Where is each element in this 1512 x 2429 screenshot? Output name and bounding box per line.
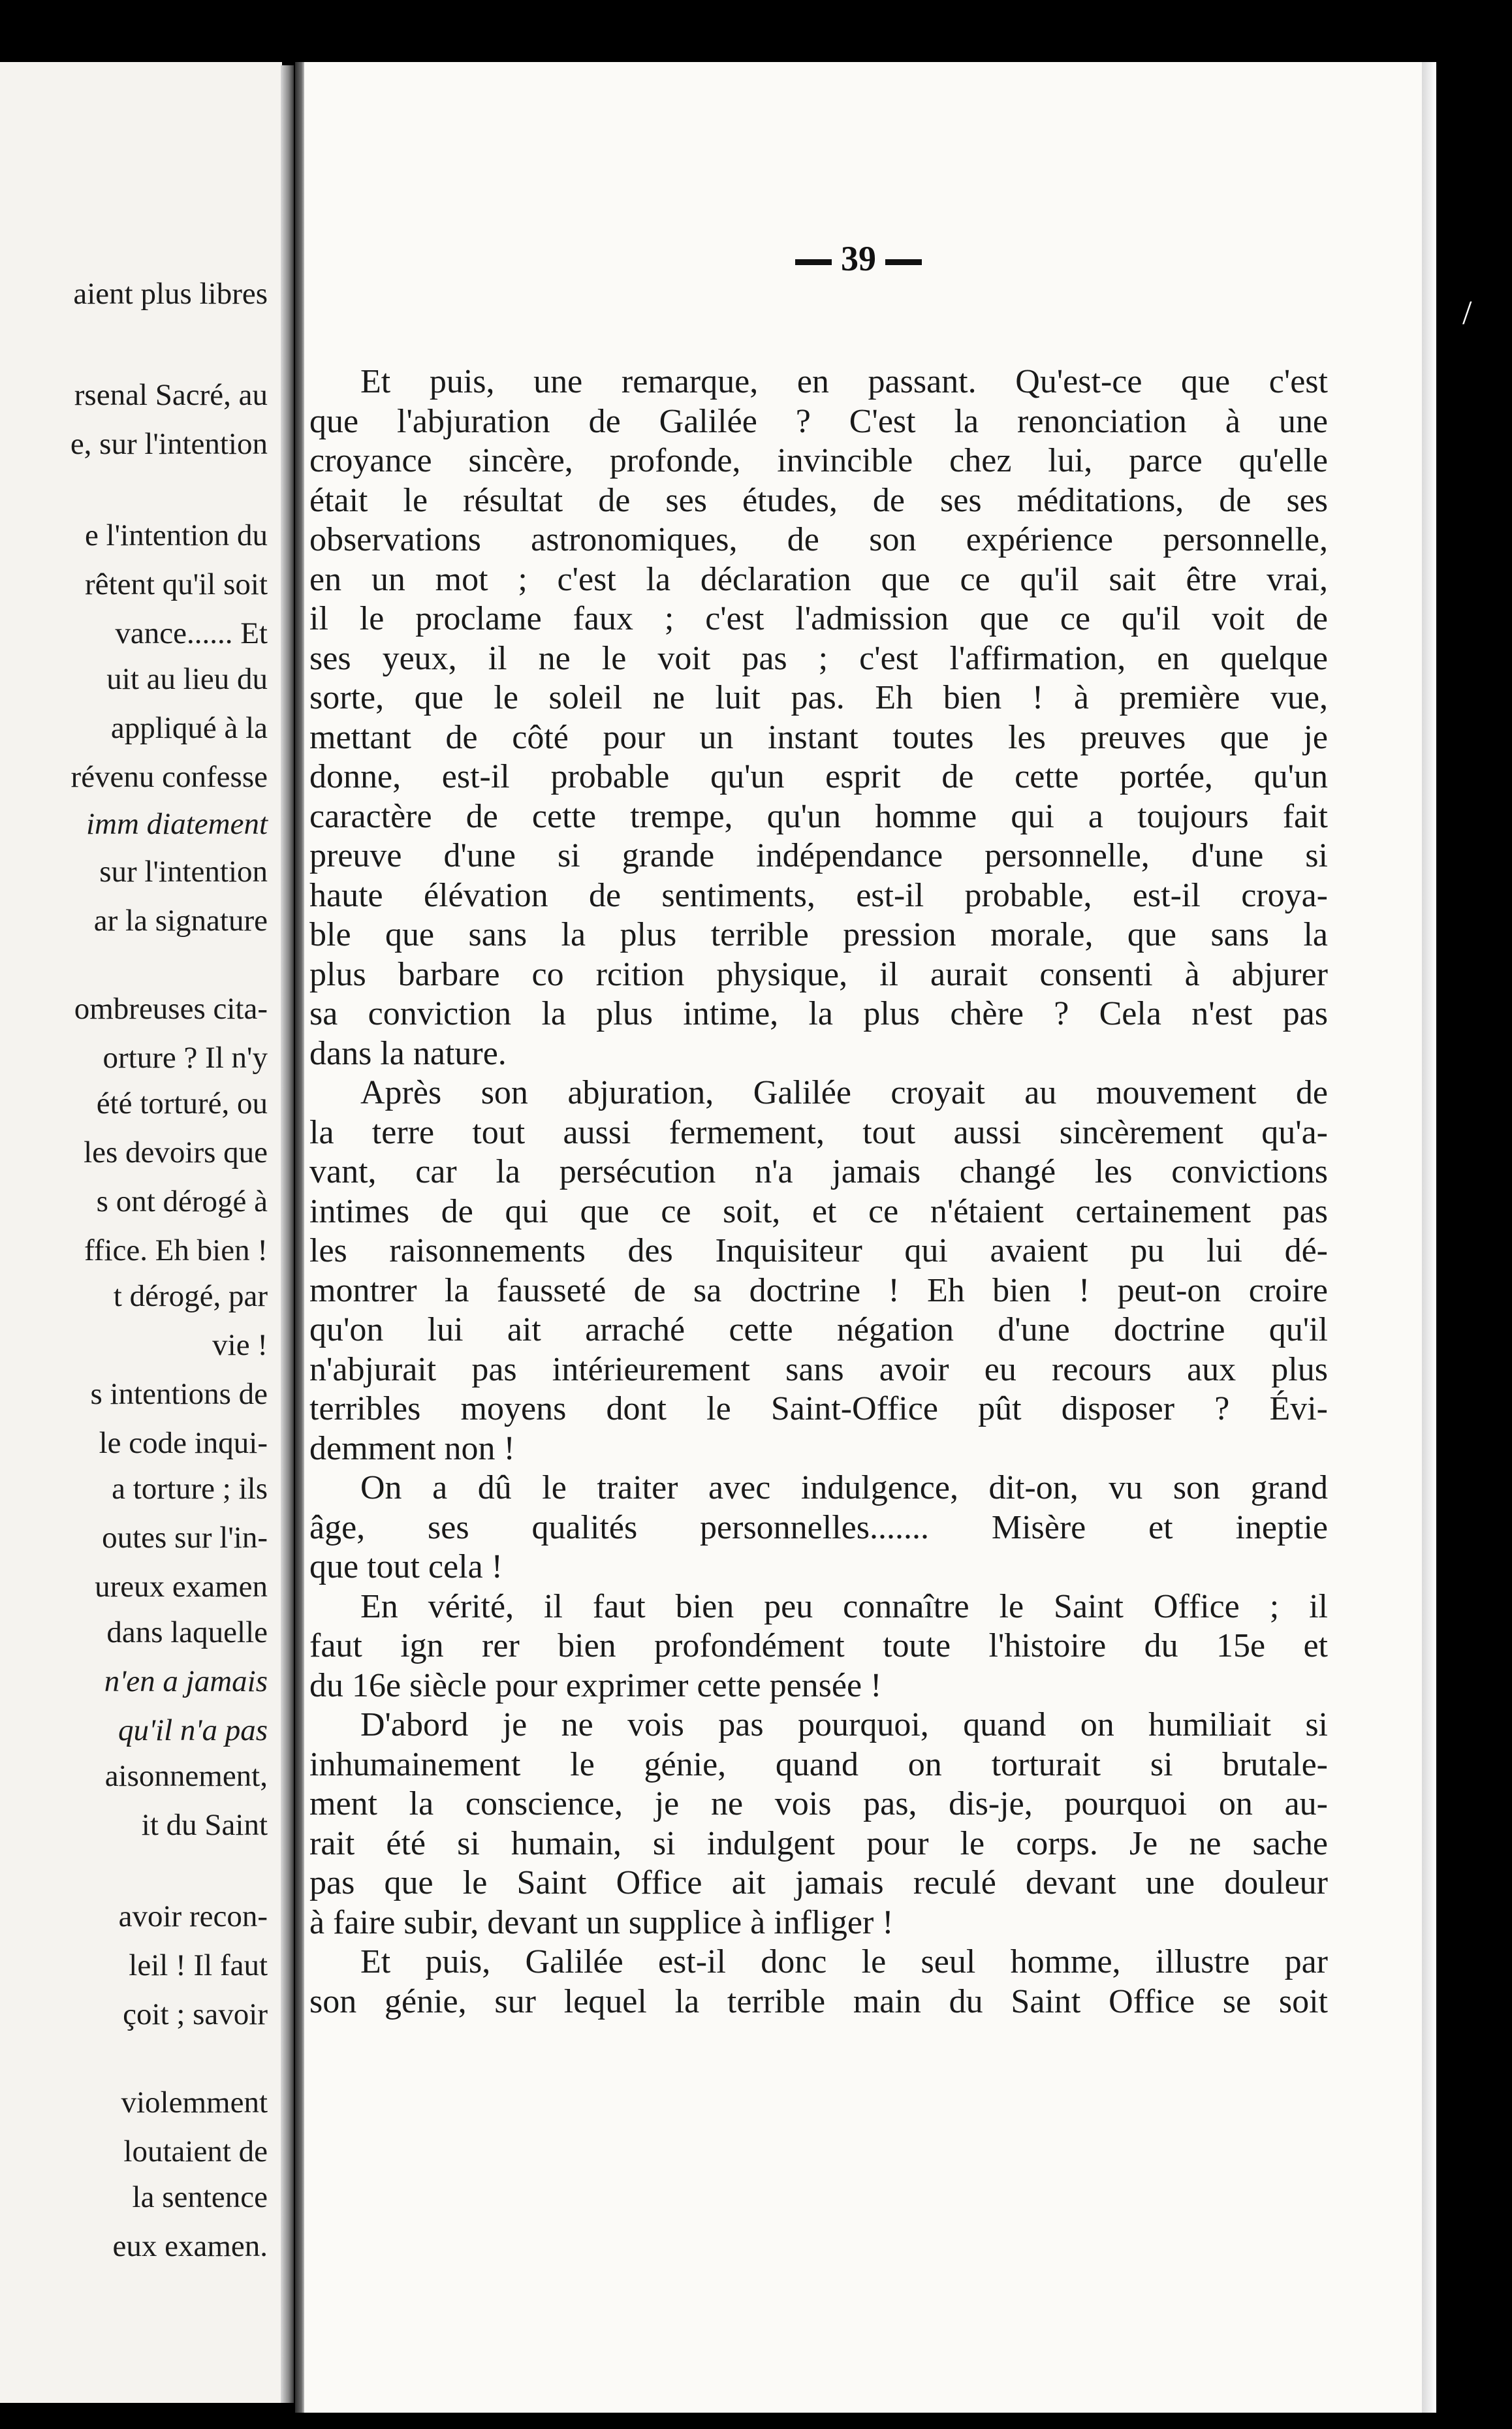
left-page-line: çoit ; savoir (123, 1997, 268, 2031)
left-page-line: révenu confesse (71, 760, 268, 794)
left-page-line: dans laquelle (106, 1615, 268, 1649)
left-page-line: uit au lieu du (106, 662, 268, 696)
text-line: croyance sincère, profonde, invincible chez lui, parce qu'elle (309, 442, 1328, 479)
page-number-dash-right (885, 259, 922, 265)
text-line: montrer la fausseté de sa doctrine ! Eh bien ! peut-on croire (309, 1271, 1328, 1309)
left-page-line: appliqué à la (110, 711, 268, 745)
left-page-line: eux examen. (112, 2229, 268, 2263)
left-page-line: aisonnement, (104, 1759, 268, 1793)
text-line: preuve d'une si grande indépendance personnelle, d'une si (309, 837, 1328, 874)
left-page-line: qu'il n'a pas (118, 1713, 268, 1747)
text-line: Et puis, une remarque, en passant. Qu'est-ce que c'est (360, 363, 1328, 400)
left-page-line: avoir recon- (118, 1899, 268, 1933)
page-number-dash-left (795, 259, 832, 265)
text-line: mettant de côté pour un instant toutes les preuves que je (309, 718, 1328, 756)
right-page (295, 62, 1422, 2413)
left-page-line: ar la signature (93, 904, 268, 938)
left-page-line: it du Saint (141, 1808, 268, 1842)
text-line: En vérité, il faut bien peu connaître le Saint Office ; il (360, 1587, 1328, 1625)
left-page-line: s ont dérogé à (96, 1184, 268, 1218)
left-page-line: ffice. Eh bien ! (84, 1233, 268, 1267)
text-line: il le proclame faux ; c'est l'admission que ce qu'il voit de (309, 600, 1328, 637)
left-page-line: vance...... Et (115, 616, 268, 650)
left-page-line: e l'intention du (85, 518, 268, 552)
text-line: Et puis, Galilée est-il donc le seul homme, illustre par (360, 1943, 1328, 1980)
text-line: dans la nature. (309, 1034, 507, 1072)
left-page-line: rsenal Sacré, au (74, 378, 268, 412)
text-line: la terre tout aussi fermement, tout aussi sincèrement qu'a- (309, 1113, 1328, 1151)
text-line: rait été si humain, si indulgent pour le corps. Je ne sache (309, 1824, 1328, 1862)
text-line: demment non ! (309, 1429, 515, 1467)
page-number-value: 39 (841, 239, 876, 278)
left-page-line: sur l'intention (99, 855, 268, 889)
left-page-line: aient plus libres (73, 277, 268, 311)
text-line: son génie, sur lequel la terrible main du Saint Office se soit (309, 1982, 1328, 2020)
book-gutter (281, 65, 294, 2403)
text-line: qu'on lui ait arraché cette négation d'une doctrine qu'il (309, 1311, 1328, 1348)
text-line: sorte, que le soleil ne luit pas. Eh bien ! à première vue, (309, 679, 1328, 716)
left-page-line: la sentence (132, 2180, 268, 2214)
text-line: On a dû le traiter avec indulgence, dit-on, vu son grand (360, 1469, 1328, 1506)
left-page-line: orture ? Il n'y (102, 1041, 268, 1075)
text-line: haute élévation de sentiments, est-il probable, est-il croya- (309, 876, 1328, 914)
text-line: en un mot ; c'est la déclaration que ce qu'il sait être vrai, (309, 560, 1328, 598)
left-page-line: été torturé, ou (96, 1087, 268, 1120)
body-text (309, 362, 1328, 2022)
left-page-line: le code inqui- (99, 1426, 268, 1460)
left-page-line: leil ! Il faut (129, 1948, 268, 1982)
left-page-line: t dérogé, par (113, 1279, 268, 1313)
left-page-line: outes sur l'in- (102, 1521, 268, 1555)
text-line: caractère de cette trempe, qu'un homme qui a toujours fait (309, 797, 1328, 835)
text-line: donne, est-il probable qu'un esprit de cette portée, qu'un (309, 758, 1328, 795)
text-line: sa conviction la plus intime, la plus chère ? Cela n'est pas (309, 995, 1328, 1032)
text-line: du 16e siècle pour exprimer cette pensée ! (309, 1666, 882, 1704)
left-page-line: e, sur l'intention (70, 427, 268, 461)
left-page-line: violemment (121, 2086, 268, 2119)
text-line: ment la conscience, je ne vois pas, dis-je, pourquoi on au- (309, 1785, 1328, 1822)
text-line: âge, ses qualités personnelles....... Misère et ineptie (309, 1508, 1328, 1546)
text-line: plus barbare co rcition physique, il aurait consenti à abjurer (309, 955, 1328, 993)
text-line: observations astronomiques, de son expérience personnelle, (309, 521, 1328, 558)
margin-mark: / (1462, 294, 1472, 332)
text-line: D'abord je ne vois pas pourquoi, quand on humiliait si (360, 1706, 1328, 1743)
text-line: ses yeux, il ne le voit pas ; c'est l'affirmation, en quelque (309, 639, 1328, 677)
text-line: inhumainement le génie, quand on torturait si brutale- (309, 1745, 1328, 1783)
text-line: pas que le Saint Office ait jamais reculé devant une douleur (309, 1864, 1328, 1901)
text-line: vant, car la persécution n'a jamais changé les convictions (309, 1153, 1328, 1190)
left-page (0, 62, 282, 2403)
left-page-line: imm diatement (86, 807, 268, 841)
page-number (295, 238, 1422, 279)
text-line: que l'abjuration de Galilée ? C'est la renonciation à une (309, 402, 1328, 440)
text-line: ble que sans la plus terrible pression morale, que sans la (309, 916, 1328, 953)
page-edge (1422, 62, 1436, 2413)
text-line: n'abjurait pas intérieurement sans avoir eu recours aux plus (309, 1350, 1328, 1388)
text-line: que tout cela ! (309, 1548, 503, 1585)
left-page-line: a torture ; ils (112, 1472, 268, 1506)
left-page-line: n'en a jamais (104, 1664, 268, 1698)
text-line: terribles moyens dont le Saint-Office pût disposer ? Évi- (309, 1390, 1328, 1427)
scan-background (1436, 0, 1512, 2429)
left-page-line: rêtent qu'il soit (85, 567, 268, 601)
left-page-line: ombreuses cita- (74, 992, 268, 1026)
text-line: les raisonnements des Inquisiteur qui avaient pu lui dé- (309, 1232, 1328, 1269)
left-page-line: s intentions de (90, 1377, 268, 1411)
left-page-line: loutaient de (123, 2135, 268, 2168)
text-line: Après son abjuration, Galilée croyait au mouvement de (360, 1074, 1328, 1111)
left-page-line: les devoirs que (84, 1135, 268, 1169)
left-page-line: ureux examen (95, 1570, 268, 1604)
text-line: faut ign rer bien profondément toute l'histoire du 15e et (309, 1627, 1328, 1664)
text-line: intimes de qui que ce soit, et ce n'étaient certainement pas (309, 1192, 1328, 1230)
text-line: était le résultat de ses études, de ses méditations, de ses (309, 481, 1328, 519)
binding-edge (295, 62, 304, 2413)
text-line: à faire subir, devant un supplice à infliger ! (309, 1903, 894, 1941)
left-page-line: vie ! (212, 1328, 268, 1362)
